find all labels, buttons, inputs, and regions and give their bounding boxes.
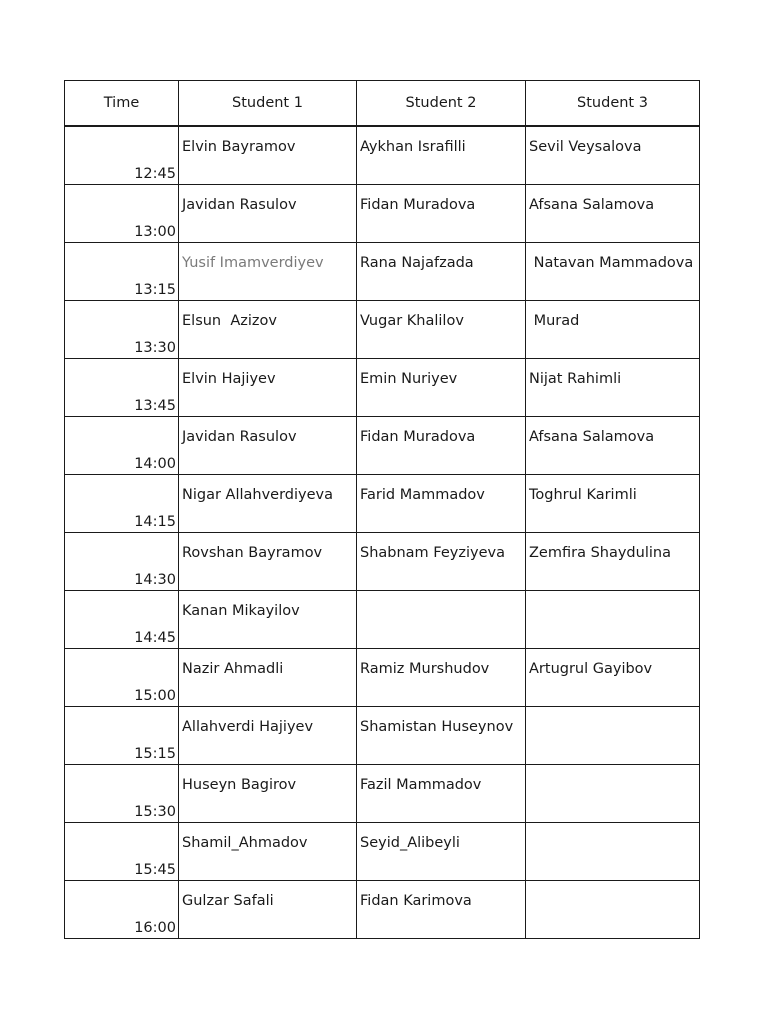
time-cell: 12:45 [65, 126, 179, 185]
student-3-cell [526, 765, 700, 823]
time-cell: 13:00 [65, 185, 179, 243]
student-2-cell: Fidan Muradova [357, 417, 526, 475]
student-3-cell: Artugrul Gayibov [526, 649, 700, 707]
student-2-cell: Vugar Khalilov [357, 301, 526, 359]
table-row [65, 533, 700, 591]
student-1-cell: Yusif Imamverdiyev [179, 243, 357, 301]
time-cell: 13:15 [65, 243, 179, 301]
student-2-cell: Ramiz Murshudov [357, 649, 526, 707]
student-1-cell: Allahverdi Hajiyev [179, 707, 357, 765]
student-1-cell: Shamil_Ahmadov [179, 823, 357, 881]
table-row [65, 301, 700, 359]
student-1-cell: Gulzar Safali [179, 881, 357, 939]
student-2-cell: Fidan Muradova [357, 185, 526, 243]
student-1-cell: Elsun Azizov [179, 301, 357, 359]
header-row [65, 81, 700, 127]
table-row [65, 185, 700, 243]
student-3-cell: Murad [526, 301, 700, 359]
student-3-cell [526, 707, 700, 765]
table-row [65, 243, 700, 301]
student-2-cell: Fazil Mammadov [357, 765, 526, 823]
student-2-cell: Shamistan Huseynov [357, 707, 526, 765]
table-row [65, 881, 700, 939]
student-1-cell: Javidan Rasulov [179, 185, 357, 243]
time-cell: 14:30 [65, 533, 179, 591]
table-row [65, 417, 700, 475]
time-cell: 15:15 [65, 707, 179, 765]
student-3-cell [526, 823, 700, 881]
table-row [65, 823, 700, 881]
student-3-cell: Natavan Mammadova [526, 243, 700, 301]
student-2-cell: Rana Najafzada [357, 243, 526, 301]
student-2-cell: Aykhan Israfilli [357, 126, 526, 185]
time-cell: 15:45 [65, 823, 179, 881]
student-3-cell [526, 881, 700, 939]
student-2-cell: Seyid_Alibeyli [357, 823, 526, 881]
schedule-table [64, 80, 700, 939]
student-3-cell [526, 591, 700, 649]
table-row [65, 591, 700, 649]
header-time: Time [65, 81, 179, 127]
time-cell: 14:45 [65, 591, 179, 649]
table-row [65, 359, 700, 417]
student-2-cell [357, 591, 526, 649]
student-1-cell: Huseyn Bagirov [179, 765, 357, 823]
header-student-1: Student 1 [179, 81, 357, 127]
table-row [65, 475, 700, 533]
student-2-cell: Fidan Karimova [357, 881, 526, 939]
time-cell: 14:00 [65, 417, 179, 475]
student-1-cell: Elvin Hajiyev [179, 359, 357, 417]
student-3-cell: Zemfira Shaydulina [526, 533, 700, 591]
time-cell: 15:30 [65, 765, 179, 823]
table-row [65, 707, 700, 765]
student-3-cell: Afsana Salamova [526, 417, 700, 475]
time-cell: 13:30 [65, 301, 179, 359]
student-3-cell: Toghrul Karimli [526, 475, 700, 533]
student-3-cell: Nijat Rahimli [526, 359, 700, 417]
student-1-cell: Elvin Bayramov [179, 126, 357, 185]
student-1-cell: Nigar Allahverdiyeva [179, 475, 357, 533]
student-3-cell: Afsana Salamova [526, 185, 700, 243]
table-row [65, 126, 700, 185]
time-cell: 14:15 [65, 475, 179, 533]
header-student-3: Student 3 [526, 81, 700, 127]
student-1-cell: Nazir Ahmadli [179, 649, 357, 707]
student-2-cell: Emin Nuriyev [357, 359, 526, 417]
time-cell: 13:45 [65, 359, 179, 417]
header-student-2: Student 2 [357, 81, 526, 127]
time-cell: 16:00 [65, 881, 179, 939]
student-1-cell: Kanan Mikayilov [179, 591, 357, 649]
student-1-cell: Rovshan Bayramov [179, 533, 357, 591]
time-cell: 15:00 [65, 649, 179, 707]
table-row [65, 765, 700, 823]
student-2-cell: Farid Mammadov [357, 475, 526, 533]
student-3-cell: Sevil Veysalova [526, 126, 700, 185]
student-1-cell: Javidan Rasulov [179, 417, 357, 475]
table-row [65, 649, 700, 707]
student-2-cell: Shabnam Feyziyeva [357, 533, 526, 591]
